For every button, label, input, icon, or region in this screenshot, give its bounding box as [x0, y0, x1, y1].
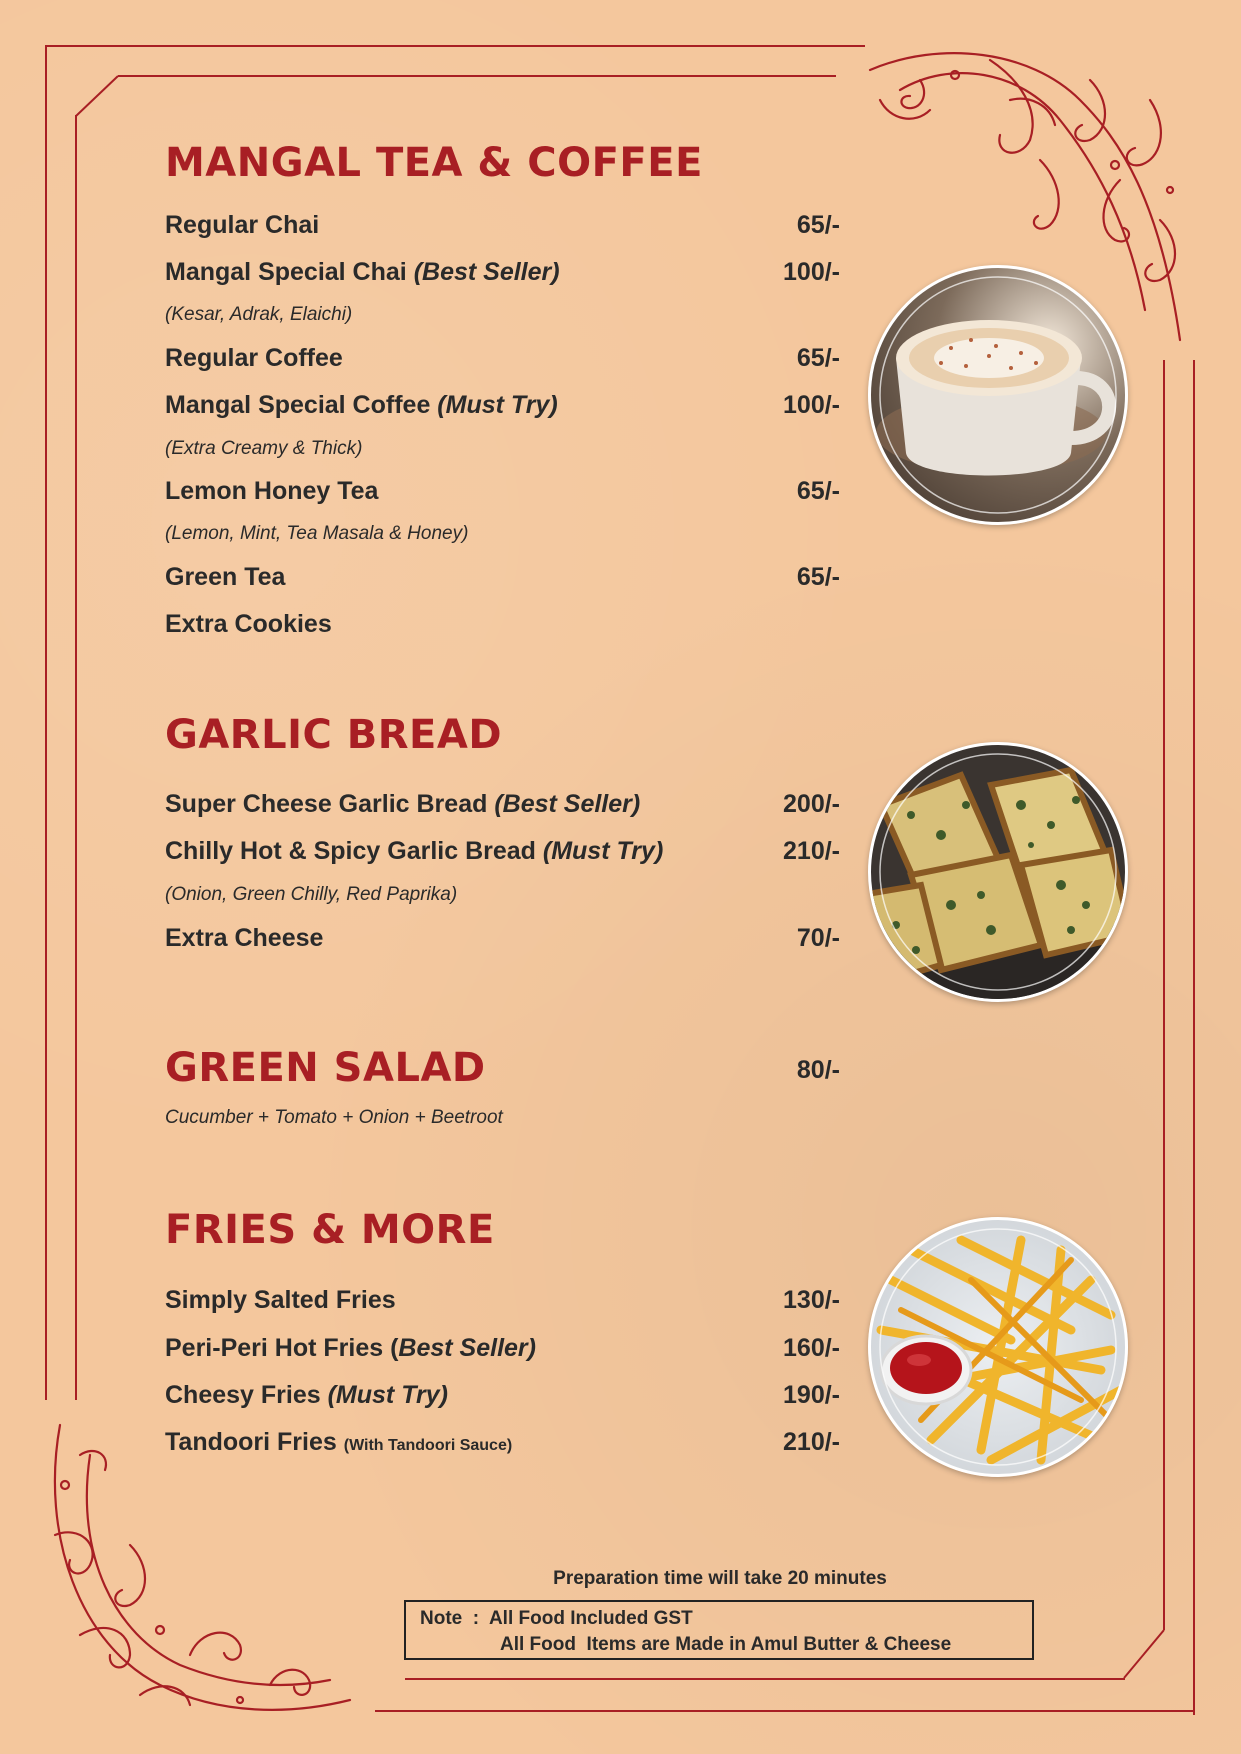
garlic-bread-icon: [871, 745, 1125, 999]
item-price: 160/-: [783, 1334, 840, 1362]
item-price: 65/-: [796, 344, 840, 372]
item-note: (Extra Creamy & Thick): [165, 438, 363, 459]
item-tag: (Best Seller): [413, 258, 560, 286]
item-name: Simply Salted Fries: [165, 1286, 396, 1314]
item-price: 80/-: [796, 1056, 840, 1084]
section-title-tea-coffee: MANGAL TEA & COFFEE: [165, 140, 703, 186]
coffee-cup-photo: [868, 265, 1128, 525]
item-price: 65/-: [796, 211, 840, 239]
item-price: 100/-: [783, 258, 840, 286]
menu-item: [165, 477, 840, 517]
item-name: Peri-Peri Hot Fries (: [165, 1334, 399, 1362]
menu-item: [165, 610, 840, 650]
item-name: Chilly Hot & Spicy Garlic Bread: [165, 837, 543, 865]
item-name: Regular Coffee: [165, 344, 343, 372]
menu-item: [165, 1381, 840, 1421]
menu-item: [165, 837, 840, 877]
menu-item: [165, 563, 840, 603]
gst-note-box: [404, 1600, 1034, 1660]
item-name: Mangal Special Chai: [165, 258, 414, 286]
menu-item: [165, 391, 840, 431]
menu-item: [165, 790, 840, 830]
item-price: 200/-: [783, 790, 840, 818]
item-price: 65/-: [796, 477, 840, 505]
preparation-time-note: Preparation time will take 20 minutes: [553, 1568, 887, 1589]
item-price: 65/-: [796, 563, 840, 591]
salad-ingredients: Cucumber + Tomato + Onion + Beetroot: [165, 1107, 503, 1128]
item-price: 130/-: [783, 1286, 840, 1314]
item-price: 190/-: [783, 1381, 840, 1409]
item-name: Regular Chai: [165, 211, 320, 239]
menu-item: [165, 924, 840, 964]
section-title-green-salad: GREEN SALAD: [165, 1045, 486, 1091]
item-name: Super Cheese Garlic Bread: [165, 790, 495, 818]
section-title-garlic-bread: GARLIC BREAD: [165, 712, 503, 758]
garlic-bread-photo: [868, 742, 1128, 1002]
item-price: 210/-: [783, 1428, 840, 1456]
item-name: Extra Cookies: [165, 610, 332, 638]
french-fries-photo: [868, 1217, 1128, 1477]
item-price: 100/-: [783, 391, 840, 419]
note-line-gst: Note : All Food Included GST: [420, 1608, 693, 1629]
item-price: 210/-: [783, 837, 840, 865]
item-small-note: (With Tandoori Sauce): [343, 1437, 513, 1454]
menu-item: [165, 1286, 840, 1326]
coffee-cup-icon: [871, 268, 1125, 522]
menu-item-salad-price: [165, 1056, 840, 1096]
menu-item: [165, 258, 840, 298]
item-name: Green Tea: [165, 563, 286, 591]
item-name: Cheesy Fries: [165, 1381, 328, 1409]
note-line-amul: All Food Items are Made in Amul Butter & Cheese: [500, 1634, 952, 1655]
menu-item: [165, 344, 840, 384]
menu-item: [165, 1428, 840, 1468]
item-tag: (Must Try): [542, 837, 664, 865]
menu-item: [165, 211, 840, 251]
item-name: Mangal Special Coffee: [165, 391, 438, 419]
french-fries-icon: [871, 1220, 1125, 1474]
item-name: Extra Cheese: [165, 924, 324, 952]
item-note: (Lemon, Mint, Tea Masala & Honey): [165, 523, 469, 544]
item-tag: (Must Try): [327, 1381, 448, 1409]
item-tag: (Must Try): [437, 391, 558, 419]
item-name: Lemon Honey Tea: [165, 477, 379, 505]
item-tag: (Best Seller): [494, 790, 641, 818]
item-price: 70/-: [796, 924, 840, 952]
item-note: (Onion, Green Chilly, Red Paprika): [165, 884, 458, 905]
item-note: (Kesar, Adrak, Elaichi): [165, 304, 353, 325]
item-tag: Best Seller): [398, 1334, 536, 1362]
section-title-fries: FRIES & MORE: [165, 1207, 495, 1253]
item-name: Tandoori Fries: [165, 1428, 344, 1456]
menu-item: [165, 1334, 840, 1374]
